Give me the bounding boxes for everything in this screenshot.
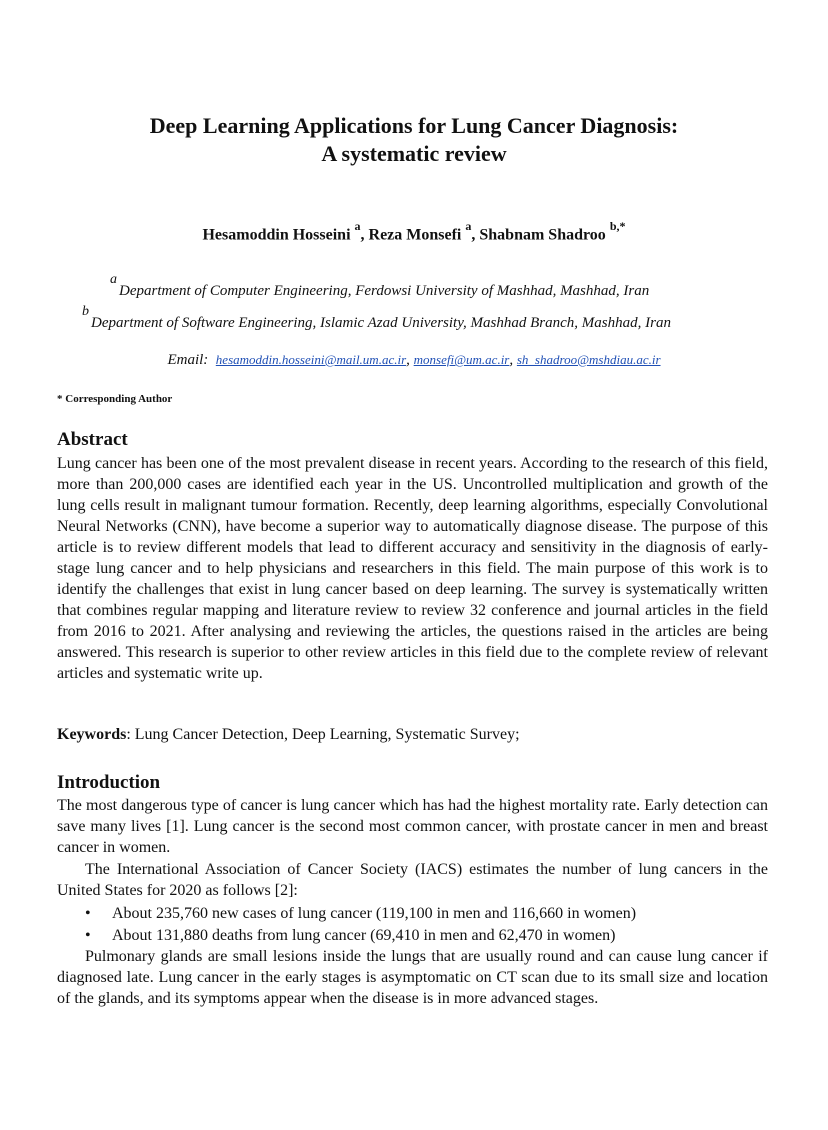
- abstract-heading: Abstract: [57, 429, 128, 450]
- email-link[interactable]: hesamoddin.hosseini@mail.um.ac.ir: [215, 352, 407, 367]
- email-line: Email: hesamoddin.hosseini@mail.um.ac.ir, monsefi@um.ac.ir, sh_shadroo@mshdiau.ac.ir: [167, 352, 661, 368]
- affiliation-mark: b: [82, 304, 89, 319]
- email-link[interactable]: sh_shadroo@mshdiau.ac.ir: [516, 352, 661, 367]
- keywords-text: : Lung Cancer Detection, Deep Learning, Systematic Survey;: [126, 726, 520, 743]
- keywords-label: Keywords: [57, 726, 127, 743]
- affiliation-mark: a: [110, 272, 117, 287]
- list-item: [57, 925, 768, 947]
- email-link[interactable]: monsefi@um.ac.ir: [413, 352, 510, 367]
- list-item-text: About 235,760 new cases of lung cancer (119,100 in men and 116,660 in women): [112, 905, 637, 922]
- keywords: [57, 726, 520, 744]
- list-item-text: About 131,880 deaths from lung cancer (69,410 in men and 62,470 in women): [112, 927, 616, 944]
- intro-paragraph-3: Pulmonary glands are small lesions inside the lungs that are usually round and can cause lung cancer if diagnosed late. Lung cancer in the early stages is asymptomatic on CT scan due to its small size and location of the glands, and its symptoms appear when the disease is in more advanced stages.: [57, 948, 768, 1007]
- author-name: Reza Monsefi: [368, 226, 462, 244]
- affiliation-text: Department of Software Engineering, Islamic Azad University, Mashhad Branch, Mashhad, Iran: [91, 315, 671, 331]
- bullet-icon: •: [85, 905, 91, 922]
- author-affiliation-mark: b,*: [609, 219, 626, 233]
- title-line-2: A systematic review: [321, 141, 507, 166]
- author-name: Hesamoddin Hosseini: [202, 226, 351, 244]
- statistics-list: [57, 903, 768, 947]
- affiliation-text: Department of Computer Engineering, Ferdowsi University of Mashhad, Mashhad, Iran: [119, 283, 650, 299]
- intro-paragraph-1: The most dangerous type of cancer is lung cancer which has had the highest mortality rate. Early detection can save many lives [1]. Lung cancer is the second most common cancer, with prostate cancer in men and breast cancer in women.: [57, 797, 768, 856]
- paper-title: [0, 112, 828, 168]
- title-line-1: Deep Learning Applications for Lung Cancer Diagnosis:: [149, 113, 679, 138]
- abstract-body: Lung cancer has been one of the most prevalent disease in recent years. According to the research of this field, more than 200,000 cases are identified each year in the US. Uncontrolled multiplication and growth of the lung cells result in malignant tumour formation. Recently, deep learning algorithms, especially Convolutional Neural Networks (CNN), have become a superior way to automatically diagnose disease. The purpose of this article is to review different models that lead to different accuracy and sensitivity in the diagnosis of early-stage lung cancer and to help physicians and researchers in this field. The main purpose of this work is to identify the challenges that exist in lung cancer based on deep learning. The survey is systematically written that combines regular mapping and literature review to review 32 conference and journal articles in the field from 2016 to 2021. After analysing and reviewing the articles, the questions raised in the articles are being answered. This research is superior to other review articles in this field due to the complete review of relevant articles and systematic write up.: [57, 455, 768, 682]
- email-label: Email:: [167, 352, 209, 368]
- author-name: Shabnam Shadroo: [479, 226, 606, 244]
- corresponding-author-note: * Corresponding Author: [57, 393, 173, 405]
- intro-paragraph-2: The International Association of Cancer Society (IACS) estimates the number of lung cancers in the United States for 2020 as follows [2]:: [57, 861, 768, 899]
- affiliation-b: [82, 304, 671, 332]
- introduction-heading: Introduction: [57, 772, 161, 793]
- list-item: [57, 903, 768, 925]
- author-list: Hesamoddin Hosseini $^a$, Reza Monsefi $^a$, Shabnam Shadroo $^{b,*}$: [202, 219, 626, 244]
- author-affiliation-mark: a: [354, 219, 361, 233]
- bullet-icon: •: [85, 927, 91, 944]
- author-affiliation-mark: a: [465, 219, 472, 233]
- affiliation-a: [110, 272, 650, 300]
